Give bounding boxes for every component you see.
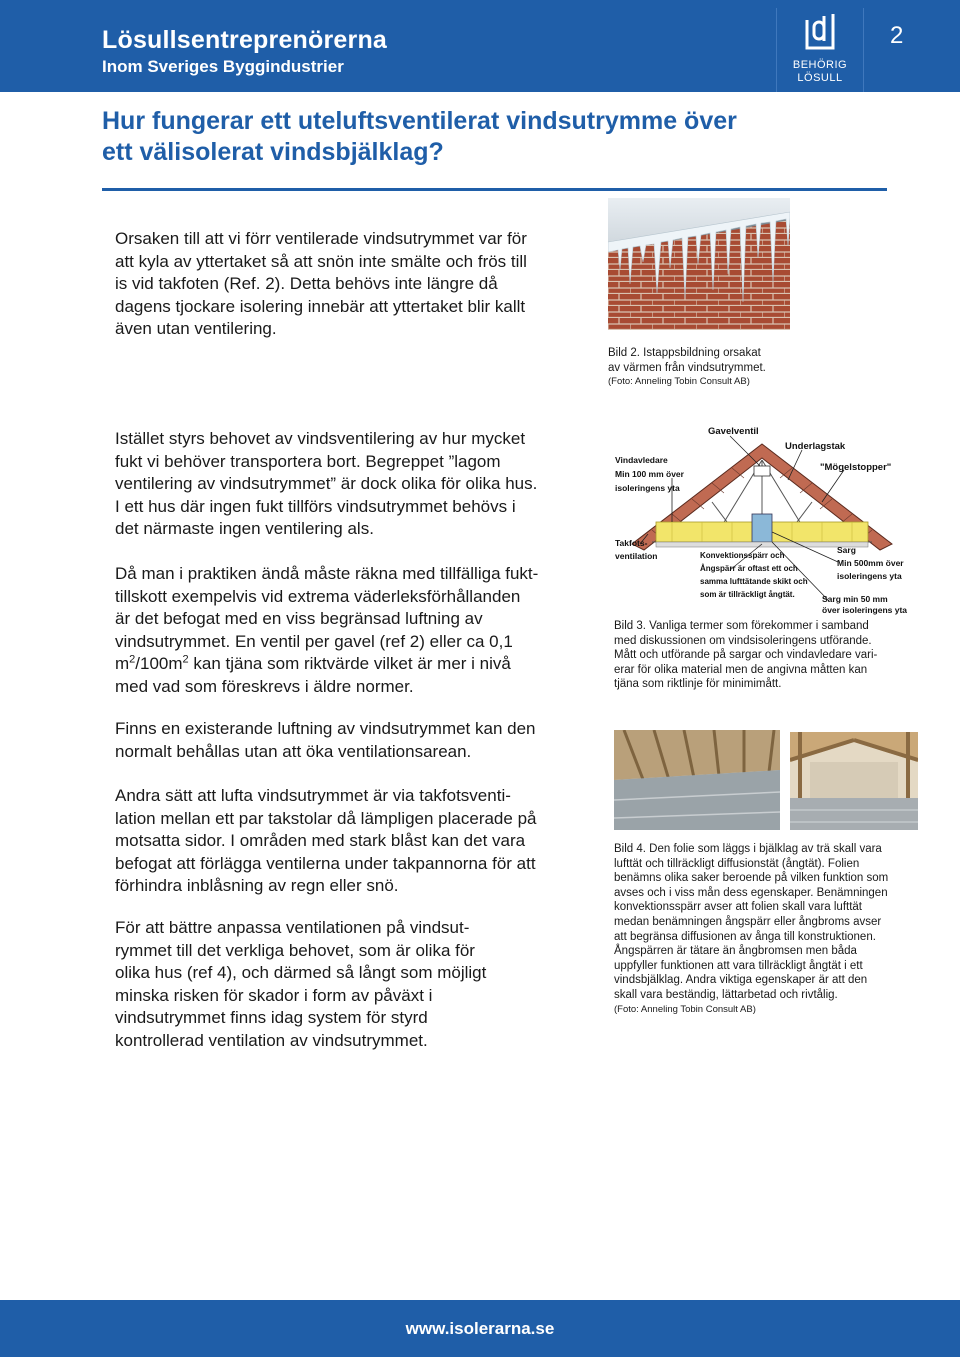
caption-line: avses och i viss mån dess egenskaper. Benämningen <box>614 886 888 899</box>
text-line: För att bättre anpassa ventilationen på vindsut- <box>115 918 470 937</box>
text-line: rymmet till det verkliga behovet, som är olika för <box>115 940 475 960</box>
diagram-label-takfotsventilation: Takfots- <box>615 538 648 548</box>
text-fragment: m <box>115 654 130 673</box>
caption-line: Bild 2. Istappsbildning orsakat <box>608 347 761 359</box>
superscript: 2 <box>129 653 136 666</box>
behorig-losull-logo <box>776 8 864 92</box>
header-subtitle: Inom Sveriges Byggindustrier <box>102 57 344 76</box>
diagram-label-takfotsventilation: ventilation <box>615 551 658 561</box>
paragraph-4 <box>115 718 536 763</box>
diagram-label-sarg2: Sarg min 50 mm <box>822 594 888 604</box>
diagram-label-vindavledare: isoleringens yta <box>615 483 680 493</box>
text-line: is vid takfoten (Ref. 2). Detta behövs inte längre då <box>115 274 498 293</box>
text-line <box>115 653 538 676</box>
heading-divider <box>102 188 887 191</box>
logo-text-behorig: BEHÖRIG <box>792 59 848 71</box>
text-line: med vad som föreskrevs i äldre normer. <box>115 676 414 696</box>
logo-text-losull: LÖSULL <box>797 72 843 84</box>
footer-url-link[interactable]: www.isolerarna.se <box>405 1319 555 1338</box>
page-number: 2 <box>890 22 904 49</box>
caption-line: konvektionsspärr avser att folien skall vara lufttät <box>614 901 863 914</box>
caption-line: erar för olika material men de angivna måtten kan <box>614 663 868 676</box>
paragraph-6 <box>115 917 486 1052</box>
diagram-label-konvektion: samma lufttätande skikt och <box>700 577 808 586</box>
paragraph-3 <box>115 563 538 698</box>
logo-mark-icon <box>777 8 863 58</box>
page-footer <box>0 1300 960 1357</box>
paragraph-2 <box>115 428 537 541</box>
text-fragment: /100m <box>135 654 183 673</box>
caption-bild2 <box>608 346 766 390</box>
text-fragment: kan tjäna som riktvärde vilket är mer i nivå <box>188 654 511 673</box>
caption-line: Bild 4. Den folie som läggs i bjälklag av trä skall vara <box>614 843 882 855</box>
paragraph-1 <box>115 228 527 341</box>
caption-line: av värmen från vindsutrymmet. <box>608 361 766 374</box>
diagram-label-konvektion: som är tillräckligt ångtät. <box>700 590 795 599</box>
text-line: lation mellan ett par takstolar då lämpligen placerade på <box>115 808 537 828</box>
text-line: är det befogat med en viss begränsad luftning av <box>115 609 483 628</box>
text-line: minska risken för skador i form av påväxt i <box>115 985 433 1005</box>
caption-line: Ångspärren är tätare än ångbromsen men båda <box>614 945 857 958</box>
text-line: I ett hus där ingen fukt tillförs vindsutrymmet behövs i <box>115 496 516 516</box>
text-line: att kyla av yttertaket så att snön inte smälte och frös till <box>115 251 527 271</box>
attic-photo-left <box>614 730 780 830</box>
text-line: olika hus (ref 4), och därmed så långt som möjligt <box>115 963 487 982</box>
roof-ventilation-diagram <box>612 422 924 618</box>
diagram-label-sarg: Sarg <box>837 545 856 555</box>
text-line: även utan ventilering. <box>115 319 277 338</box>
text-line: kontrollerad ventilation av vindsutrymmet. <box>115 1030 428 1050</box>
text-line: vindsutrymmet finns idag system för styrd <box>115 1008 428 1027</box>
caption-line: att begränsa diffusionen av ånga till konstruktionen. <box>614 930 876 943</box>
caption-line: uppfyller funktionen att vara tillräckligt ångtät i ett <box>614 959 863 972</box>
caption-line: vindsbjälklag. Andra viktiga egenskaper är att den <box>614 974 868 987</box>
text-line: fukt vi behöver transportera bort. Begreppet ”lagom <box>115 451 501 471</box>
text-line: dagens tjockare isolering innebär att yttertaket blir kallt <box>115 296 526 316</box>
diagram-label-konvektion: Ångspärr är oftast ett och <box>700 564 798 573</box>
diagram-label-sarg2: över isoleringens yta <box>822 605 908 615</box>
text-line: befogat att förlägga ventilerna under takpannorna för att <box>115 853 536 873</box>
superscript: 2 <box>182 653 189 666</box>
text-line: vindsutrymmet. En ventil per gavel (ref 2) eller ca 0,1 <box>115 631 513 651</box>
diagram-label-sarg: Min 500mm över <box>837 558 904 568</box>
text-line: Andra sätt att lufta vindsutrymmet är via takfotsventi- <box>115 786 511 805</box>
caption-bild4 <box>614 842 888 1017</box>
text-line: Finns en existerande luftning av vindsutrymmet kan den <box>115 719 536 738</box>
article-heading <box>102 106 802 168</box>
caption-line: Mått och utförande på sargar och vindavledare vari- <box>614 649 878 662</box>
heading-line: Hur fungerar ett uteluftsventilerat vindsutrymme över <box>102 107 737 135</box>
diagram-label-underlagstak: Underlagstak <box>785 441 846 452</box>
caption-line: benämns olika saker beroende på vilken funktion som <box>614 872 889 885</box>
caption-line: skall vara beständig, lättarbetad och rivtålig. <box>614 988 838 1001</box>
diagram-label-vindavledare: Min 100 mm över <box>615 469 684 479</box>
photo-credit: (Foto: Anneling Tobin Consult AB) <box>614 1003 756 1015</box>
text-line: motsatta sidor. I områden med stark blåst kan det vara <box>115 831 526 850</box>
diagram-label-gavelventil: Gavelventil <box>708 426 759 437</box>
text-line: Då man i praktiken ändå måste räkna med tillfälliga fukt- <box>115 564 539 583</box>
text-line: Istället styrs behovet av vindsventilering av hur mycket <box>115 429 526 448</box>
text-line: förhindra inblåsning av regn eller snö. <box>115 876 399 895</box>
caption-line: Bild 3. Vanliga termer som förekommer i samband <box>614 620 869 632</box>
photo-credit: (Foto: Anneling Tobin Consult AB) <box>608 376 750 388</box>
caption-line: lufttät och tillräckligt diffusionstät (ångtät). Folien <box>614 857 860 870</box>
diagram-label-mogelstopper: "Mögelstopper" <box>820 462 892 473</box>
caption-line: medan benämningen ångspärr eller ångbroms avser <box>614 915 882 928</box>
diagram-label-vindavledare: Vindavledare <box>615 455 668 465</box>
heading-line: ett välisolerat vindsbjälklag? <box>102 138 444 166</box>
paragraph-5 <box>115 785 536 898</box>
attic-photo-right <box>790 732 918 830</box>
header-title: Lösullsentreprenörerna <box>102 26 388 54</box>
page-header <box>0 0 960 92</box>
caption-bild3 <box>614 619 877 692</box>
caption-line: med diskussionen om vindsisoleringens utförande. <box>614 634 872 647</box>
icicles-photo <box>608 198 790 330</box>
text-line: normalt behållas utan att öka ventilationsarean. <box>115 741 472 761</box>
diagram-label-konvektion: Konvektionsspärr och <box>700 551 785 560</box>
text-line: Orsaken till att vi förr ventilerade vindsutrymmet var för <box>115 229 527 248</box>
text-line: det närmaste ingen ventilering als. <box>115 519 374 538</box>
text-line: tillskott exempelvis vid extrema väderleksförhållanden <box>115 586 521 606</box>
caption-line: tjäna som riktlinje för minimimått. <box>614 678 782 691</box>
text-line: ventilering av vindsutrymmet” är dock olika för olika hus. <box>115 474 538 493</box>
diagram-label-sarg: isoleringens yta <box>837 571 902 581</box>
